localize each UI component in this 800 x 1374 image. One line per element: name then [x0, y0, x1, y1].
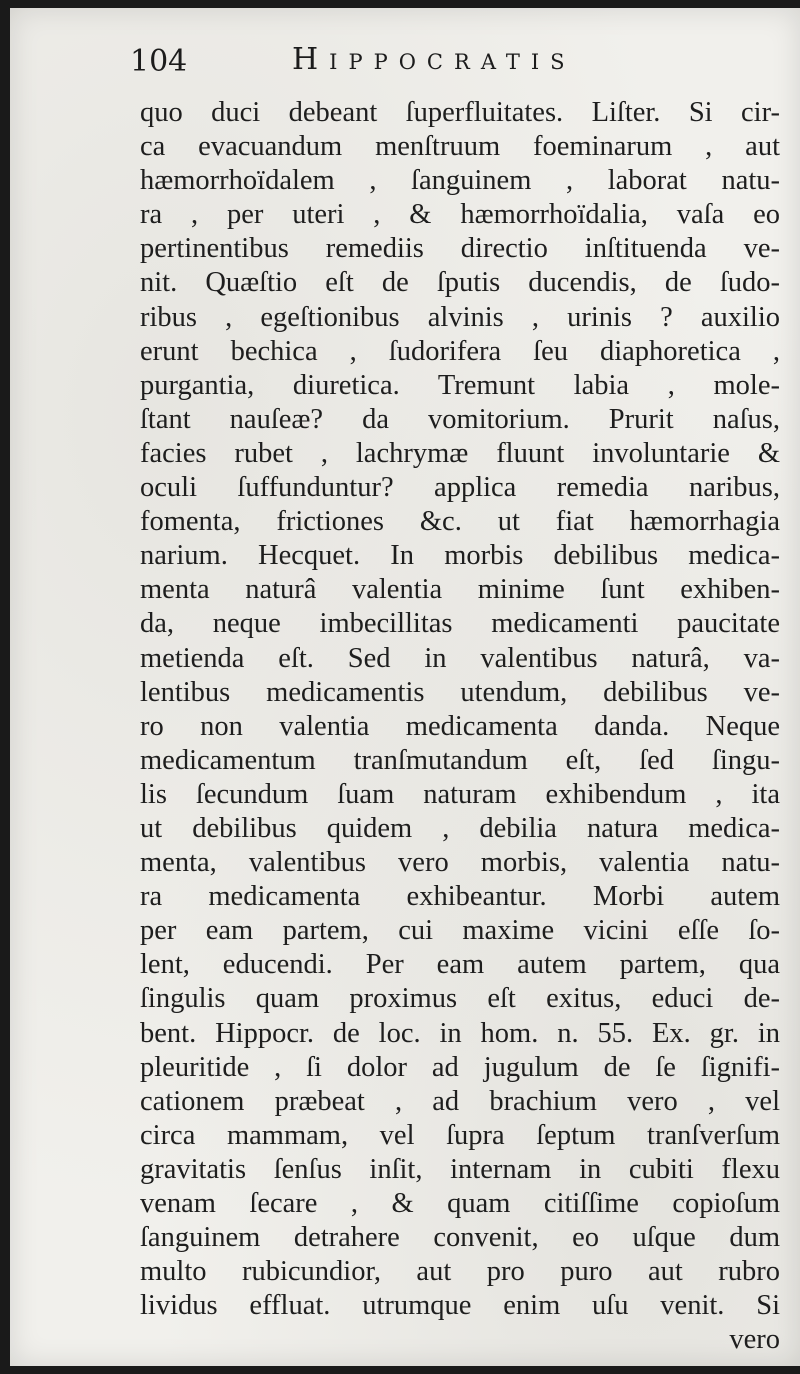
text-line: menta naturâ valentia minime ſunt exhiben-	[140, 574, 780, 606]
text-line: venam ſecare , & quam citiſſime copioſum	[140, 1188, 780, 1219]
text-line: lent, educendi. Per eam autem partem, qua	[140, 949, 780, 981]
text-line: hæmorrhoïdalem , ſanguinem , laborat natu-	[140, 165, 780, 197]
text-line: ra , per uteri , & hæmorrhoïdalia, vaſa eo	[140, 199, 780, 231]
text-line: narium. Hecquet. In morbis debilibus medica-	[140, 540, 780, 572]
text-line: gravitatis ſenſus inſit, internam in cubiti flexu	[140, 1153, 780, 1185]
text-line: metienda eſt. Sed in valentibus naturâ, va-	[140, 642, 780, 674]
text-line: multo rubicundior, aut pro puro aut rubro	[140, 1256, 780, 1288]
text-line: purgantia, diuretica. Tremunt labia , mole-	[140, 369, 780, 401]
text-line: lis ſecundum ſuam naturam exhibendum , ita	[140, 778, 780, 810]
body-text	[140, 96, 780, 1357]
text-line: ribus , egeſtionibus alvinis , urinis ? auxilio	[140, 301, 780, 333]
text-line: pertinentibus remediis directio inſtituenda ve-	[140, 233, 780, 265]
text-line: ſanguinem detrahere convenit, eo uſque dum	[140, 1222, 780, 1254]
text-line: medicamentum tranſmutandum eſt, ſed ſingu-	[140, 744, 780, 776]
text-line: ra medicamenta exhibeantur. Morbi autem	[140, 881, 780, 913]
text-line: ro non valentia medicamenta danda. Neque	[140, 710, 780, 742]
text-line: oculi ſuffunduntur? applica remedia naribus,	[140, 472, 780, 504]
page-header	[130, 38, 650, 88]
text-line: pleuritide , ſi dolor ad jugulum de ſe ſignifi-	[140, 1051, 780, 1083]
text-line: da, neque imbecillitas medicamenti paucitate	[140, 608, 780, 640]
book-page	[10, 8, 800, 1366]
text-line: menta, valentibus vero morbis, valentia natu-	[140, 847, 780, 879]
text-line: per eam partem, cui maxime vicini eſſe ſo-	[140, 915, 780, 947]
text-line: quo duci debeant ſuperfluitates. Liſter. Si cir-	[140, 97, 780, 128]
text-line: fomenta, frictiones &c. ut fiat hæmorrhagia	[140, 506, 780, 538]
text-line: facies rubet , lachrymæ fluunt involuntarie &	[140, 437, 780, 469]
text-line: erunt bechica , ſudorifera ſeu diaphoretica ,	[140, 335, 780, 367]
text-line: vero	[729, 1324, 780, 1356]
page-number: 104	[130, 44, 188, 79]
text-line: cationem præbeat , ad brachium vero , vel	[140, 1085, 780, 1117]
text-line: ut debilibus quidem , debilia natura medica-	[140, 812, 780, 844]
text-line: ca evacuandum menſtruum foeminarum , aut	[140, 131, 780, 163]
text-line: bent. Hippocr. de loc. in hom. n. 55. Ex. gr. in	[140, 1017, 780, 1049]
text-line: lividus effluat. utrumque enim uſu venit. Si	[140, 1290, 780, 1322]
text-line: ſingulis quam proximus eſt exitus, educi de-	[140, 983, 780, 1015]
running-head: Hippocratis	[292, 42, 576, 77]
text-line: ſtant nauſeæ? da vomitorium. Prurit naſus,	[140, 403, 780, 435]
text-line: lentibus medicamentis utendum, debilibus ve-	[140, 676, 780, 708]
text-line: circa mammam, vel ſupra ſeptum tranſverſum	[140, 1119, 780, 1151]
text-line: nit. Quæſtio eſt de ſputis ducendis, de ſudo-	[140, 267, 780, 299]
